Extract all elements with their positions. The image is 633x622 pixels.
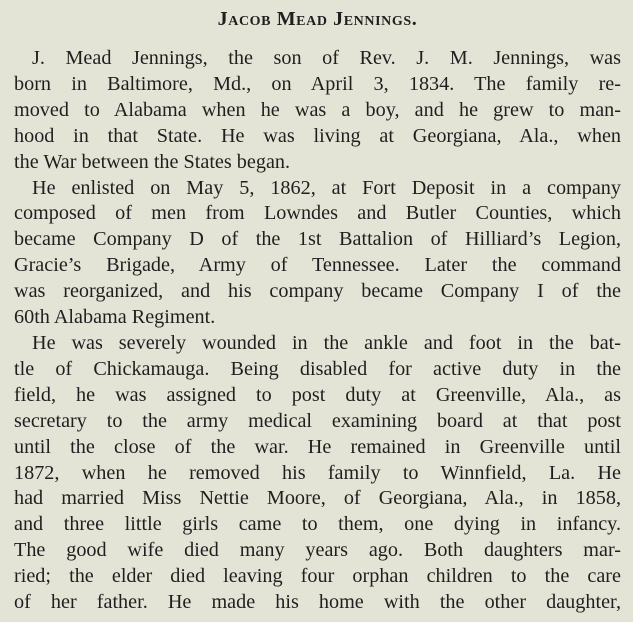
text-line: became Company D of the 1st Battalion of Hilliard’s Legion, — [14, 228, 621, 251]
text-line: was reorganized, and his company became Company I of the — [14, 280, 621, 303]
text-line: Gracie’s Brigade, Army of Tennessee. Later the command — [14, 254, 621, 277]
text-line: J. Mead Jennings, the son of Rev. J. M. Jennings, was — [32, 47, 621, 69]
text-line: He was severely wounded in the ankle and foot in the bat- — [32, 331, 621, 354]
text-line: and three little girls came to them, one dying in infancy. — [14, 513, 621, 536]
paragraph-2 — [14, 176, 621, 331]
text-line: had married Miss Nettie Moore, of Georgiana, Ala., in 1858, — [14, 487, 621, 510]
text-line: composed of men from Lowndes and Butler Counties, which — [14, 202, 621, 225]
text-line: field, he was assigned to post duty at Greenville, Ala., as — [14, 383, 621, 406]
text-line: the War between the States began. — [14, 150, 291, 173]
text-line: 1872, when he removed his family to Winnfield, La. He — [14, 461, 621, 484]
paragraph-1 — [14, 46, 621, 176]
text-line: 60th Alabama Regiment. — [14, 306, 216, 329]
text-line: moved to Alabama when he was a boy, and he grew to man- — [14, 98, 621, 121]
text-line: He enlisted on May 5, 1862, at Fort Deposit in a company — [32, 176, 621, 199]
text-line: of her father. He made his home with the other daughter, — [14, 591, 621, 614]
text-line: hood in that State. He was living at Georgiana, Ala., when — [14, 124, 621, 147]
text-line: ried; the elder died leaving four orphan children to the care — [14, 565, 621, 588]
text-line: until the close of the war. He remained in Greenville until — [14, 435, 621, 458]
text-line: The good wife died many years ago. Both daughters mar- — [14, 539, 621, 562]
text-line: born in Baltimore, Md., on April 3, 1834. The family re- — [14, 72, 621, 95]
paragraph-3 — [14, 331, 621, 616]
text-line: tle of Chickamauga. Being disabled for active duty in the — [14, 357, 621, 380]
text-line: secretary to the army medical examining board at that post — [14, 409, 621, 432]
page-title: Jacob Mead Jennings. — [217, 8, 418, 30]
